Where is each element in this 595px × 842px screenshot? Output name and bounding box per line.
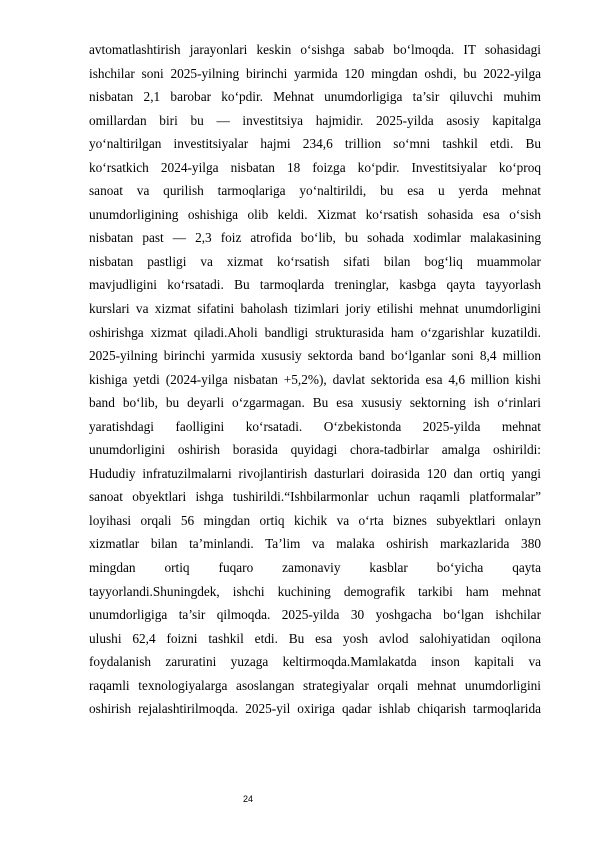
text-line: sanoat va qurilish tarmoqlariga yo‘naltirildi, bu esa u yerda mehnat (89, 183, 541, 199)
text-line: kishiga yetdi (2024-yilga nisbatan +5,2%), davlat sektorida esa 4,6 million kishi (89, 371, 541, 387)
text-line: 2025-yilning birinchi yarmida xususiy sektorda band bo‘lganlar soni 8,4 million (89, 348, 541, 364)
text-line: oshirish rejalashtirilmoqda. 2025-yil oxiriga qadar ishlab chiqarish tarmoqlarida (89, 701, 541, 717)
text-line: unumdorligiga ta’sir qilmoqda. 2025-yilda 30 yoshgacha bo‘lgan ishchilar (89, 607, 541, 623)
body-text (89, 38, 541, 721)
text-line: ulushi 62,4 foizni tashkil etdi. Bu esa yosh avlod salohiyatidan oqilona (89, 630, 541, 646)
text-line: raqamli texnologiyalarga asoslangan strategiyalar orqali mehnat unumdorligini (89, 677, 541, 693)
text-line: tayyorlandi.Shuningdek, ishchi kuchining demografik tarkibi ham mehnat (89, 583, 541, 599)
text-line: unumdorligining oshishiga olib keldi. Xizmat ko‘rsatish sohasida esa o‘sish (89, 206, 541, 222)
text-line: sanoat obyektlari ishga tushirildi.“Ishbilarmonlar uchun raqamli platformalar” (89, 489, 541, 505)
text-line: loyihasi orqali 56 mingdan ortiq kichik va o‘rta biznes subyektlari onlayn (89, 512, 541, 528)
text-line: nisbatan past — 2,3 foiz atrofida bo‘lib, bu sohada xodimlar malakasining (89, 230, 541, 246)
text-line: oshirishga xizmat qiladi.Aholi bandligi strukturasida ham o‘zgarishlar kuzatildi. (89, 324, 541, 340)
text-line: nisbatan 2,1 barobar ko‘pdir. Mehnat unumdorligiga ta’sir qiluvchi muhim (89, 89, 541, 105)
text-line: unumdorligini oshirish borasida quyidagi chora-tadbirlar amalga oshirildi: (89, 442, 541, 458)
text-line: mingdan ortiq fuqaro zamonaviy kasblar bo‘yicha qayta (89, 560, 541, 576)
text-line: band bo‘lib, bu deyarli o‘zgarmagan. Bu esa xususiy sektorning ish o‘rinlari (89, 395, 541, 411)
text-line: kurslari va xizmat sifatini baholash tizimlari joriy etilishi mehnat unumdorligini (89, 301, 541, 317)
text-line: mavjudligini ko‘rsatadi. Bu tarmoqlarda treninglar, kasbga qayta tayyorlash (89, 277, 541, 293)
text-line: ko‘rsatkich 2024-yilga nisbatan 18 foizga ko‘pdir. Investitsiyalar ko‘proq (89, 159, 541, 175)
text-line: nisbatan pastligi va xizmat ko‘rsatish sifati bilan bog‘liq muammolar (89, 253, 541, 269)
text-line: yo‘naltirilgan investitsiyalar hajmi 234,6 trillion so‘mni tashkil etdi. Bu (89, 136, 541, 152)
page-number: 24 (242, 794, 253, 804)
text-line: avtomatlashtirish jarayonlari keskin o‘sishga sabab bo‘lmoqda. IT sohasidagi (89, 42, 541, 57)
text-line: ishchilar soni 2025-yilning birinchi yarmida 120 mingdan oshdi, bu 2022-yilga (89, 65, 541, 81)
text-line: yaratishdagi faolligini ko‘rsatadi. O‘zbekistonda 2025-yilda mehnat (89, 418, 541, 434)
text-line: foydalanish zaruratini yuzaga keltirmoqda.Mamlakatda inson kapitali va (89, 654, 541, 670)
text-line: Hududiy infratuzilmalarni rivojlantirish dasturlari doirasida 120 dan ortiq yangi (89, 465, 541, 481)
text-line: omillardan biri bu — investitsiya hajmidir. 2025-yilda asosiy kapitalga (89, 112, 541, 128)
text-line: xizmatlar bilan ta’minlandi. Ta’lim va malaka oshirish markazlarida 380 (89, 536, 541, 552)
